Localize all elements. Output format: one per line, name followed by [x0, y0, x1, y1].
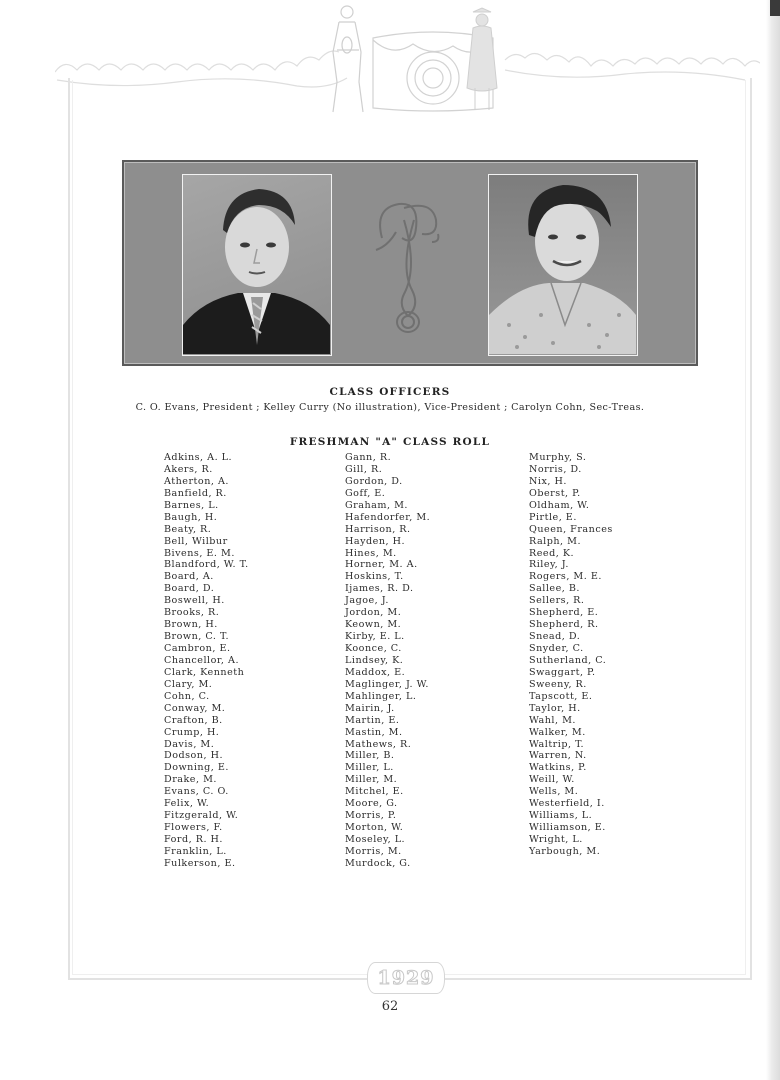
roll-name: Ijames, R. D. — [345, 583, 414, 595]
roll-name: Sweeny, R. — [529, 678, 587, 690]
roll-name: Fulkerson, E. — [164, 857, 236, 869]
roll-name: Maddox, E. — [345, 666, 406, 678]
roll-name: Snead, D. — [529, 631, 581, 643]
roll-name: Tapscott, E. — [529, 690, 593, 702]
roll-name: Watkins, P. — [529, 762, 587, 774]
portrait-secretary-treasurer — [488, 174, 638, 356]
roll-name: Koonce, C. — [345, 643, 402, 654]
roll-name: Hines, M. — [345, 547, 397, 559]
roll-name: Mitchel, E. — [345, 786, 404, 798]
roll-name: Barnes, L. — [164, 499, 219, 511]
roll-name: Williams, L. — [529, 810, 593, 822]
roll-name: Board, A. — [164, 571, 214, 583]
roll-name: Hayden, H. — [345, 535, 406, 547]
roll-name: Jagoe, J. — [345, 595, 389, 607]
roll-name: Murphy, S. — [529, 452, 587, 463]
roll-name: Martin, E. — [345, 714, 400, 726]
roll-name: Williamson, E. — [529, 822, 606, 834]
roll-name: Oldham, W. — [529, 499, 590, 511]
roll-name: Davis, M. — [164, 738, 215, 750]
class-roll-column-3 — [529, 452, 613, 858]
roll-name: Miller, L. — [345, 762, 394, 774]
roll-name: Cambron, E. — [164, 643, 231, 654]
roll-name: Clary, M. — [164, 678, 213, 690]
class-roll-heading: FRESHMAN "A" CLASS ROLL — [289, 436, 491, 448]
roll-name: Chancellor, A. — [164, 654, 239, 666]
portrait-man-image — [183, 175, 330, 354]
roll-name: Shepherd, E. — [529, 607, 599, 619]
roll-name: Fitzgerald, W. — [164, 810, 239, 822]
roll-name: Crump, H. — [164, 726, 220, 738]
roll-name: Brooks, R. — [164, 607, 220, 619]
roll-name: Felix, W. — [164, 798, 210, 810]
roll-name: Banfield, R. — [164, 487, 227, 499]
roll-name: Shepherd, R. — [529, 619, 599, 631]
class-officers-line: C. O. Evans, President ; Kelley Curry (No illustration), Vice-President ; Carolyn Cohn, Sec-Treas. — [135, 402, 645, 413]
roll-name: Dodson, H. — [164, 750, 224, 762]
roll-name: Warren, N. — [529, 750, 587, 762]
portrait-woman-image — [489, 175, 636, 354]
roll-name: Kirby, E. L. — [345, 631, 405, 643]
roll-name: Beaty, R. — [164, 523, 212, 535]
roll-name: Bell, Wilbur — [164, 535, 228, 547]
roll-name: Waltrip, T. — [529, 738, 585, 750]
roll-name: Norris, D. — [529, 463, 582, 475]
roll-name: Murdock, G. — [345, 857, 411, 869]
roll-name: Mastin, M. — [345, 726, 403, 738]
roll-name: Gill, R. — [345, 463, 383, 475]
roll-name: Walker, M. — [529, 726, 586, 738]
roll-name: Rogers, M. E. — [529, 571, 602, 583]
roll-name: Snyder, C. — [529, 643, 584, 654]
right-garland-icon — [505, 53, 760, 80]
roll-name: Keown, M. — [345, 619, 402, 631]
roll-name: Cohn, C. — [164, 690, 210, 702]
roll-name: Taylor, H. — [529, 702, 581, 714]
year-badge: 1929 — [367, 962, 445, 994]
class-officers-heading: CLASS OFFICERS — [329, 386, 451, 398]
roll-name: Brown, H. — [164, 619, 218, 631]
roll-name: Gann, R. — [345, 452, 392, 463]
roll-name: Crafton, B. — [164, 714, 223, 726]
roll-name: Ralph, M. — [529, 535, 582, 547]
roll-name: Morton, W. — [345, 822, 404, 834]
roll-name: Boswell, H. — [164, 595, 225, 607]
roll-name: Moseley, L. — [345, 834, 406, 845]
roll-name: Westerfield, I. — [529, 798, 605, 810]
roll-name: Queen, Frances — [529, 523, 613, 535]
class-roll-column-2 — [345, 452, 430, 870]
roll-name: Hoskins, T. — [345, 571, 404, 583]
roll-name: Riley, J. — [529, 559, 569, 571]
roll-name: Goff, E. — [345, 487, 386, 499]
roll-name: Yarbough, M. — [529, 845, 601, 857]
roll-name: Sellers, R. — [529, 595, 585, 607]
roll-name: Morris, P. — [345, 810, 397, 822]
roll-name: Wells, M. — [529, 786, 579, 798]
roll-name: Hafendorfer, M. — [345, 511, 431, 523]
roll-name: Wright, L. — [529, 834, 583, 845]
roll-name: Mahlinger, L. — [345, 690, 417, 702]
roll-name: Morris, M. — [345, 845, 402, 857]
roll-name: Clark, Kenneth — [164, 666, 245, 678]
roll-name: Reed, K. — [529, 547, 575, 559]
roll-name: Downing, E. — [164, 762, 229, 774]
roll-name: Nix, H. — [529, 475, 567, 487]
page-number: 62 — [381, 999, 399, 1014]
roll-name: Drake, M. — [164, 774, 217, 786]
roll-name: Bivens, E. M. — [164, 547, 235, 559]
roll-name: Miller, B. — [345, 750, 395, 762]
roll-name: Sallee, B. — [529, 583, 580, 595]
roll-name: Jordon, M. — [345, 607, 402, 619]
roll-name: Brown, C. T. — [164, 631, 230, 643]
monogram-ornament-icon — [374, 198, 444, 338]
roll-name: Conway, M. — [164, 702, 226, 714]
roll-name: Swaggart, P. — [529, 666, 596, 678]
roll-name: Harrison, R. — [345, 523, 411, 535]
roll-name: Pirtle, E. — [529, 511, 577, 523]
roll-name: Mathews, R. — [345, 738, 412, 750]
roll-name: Mairin, J. — [345, 702, 395, 714]
roll-name: Evans, C. O. — [164, 786, 229, 798]
roll-name: Flowers, F. — [164, 822, 223, 834]
roll-name: Miller, M. — [345, 774, 398, 786]
roll-name: Lindsey, K. — [345, 654, 404, 666]
roll-name: Baugh, H. — [164, 511, 218, 523]
roll-name: Maglinger, J. W. — [345, 678, 429, 690]
roll-name: Gordon, D. — [345, 475, 403, 487]
page-edge-shadow — [766, 0, 780, 1080]
roll-name: Ford, R. H. — [164, 834, 223, 845]
roll-name: Horner, M. A. — [345, 559, 418, 571]
roll-name: Graham, M. — [345, 499, 408, 511]
roll-name: Akers, R. — [164, 463, 213, 475]
roll-name: Adkins, A. L. — [164, 452, 233, 463]
roll-name: Blandford, W. T. — [164, 559, 249, 571]
roll-name: Franklin, L. — [164, 845, 227, 857]
roll-name: Oberst, P. — [529, 487, 581, 499]
roll-name: Atherton, A. — [164, 475, 229, 487]
roll-name: Weill, W. — [529, 774, 575, 786]
roll-name: Sutherland, C. — [529, 654, 607, 666]
roll-name: Wahl, M. — [529, 714, 576, 726]
roll-name: Moore, G. — [345, 798, 398, 810]
class-roll-column-1 — [164, 452, 249, 870]
roll-name: Board, D. — [164, 583, 215, 595]
officers-photo-panel — [122, 160, 698, 366]
portrait-president — [182, 174, 332, 356]
page-edge-corner — [770, 0, 780, 16]
